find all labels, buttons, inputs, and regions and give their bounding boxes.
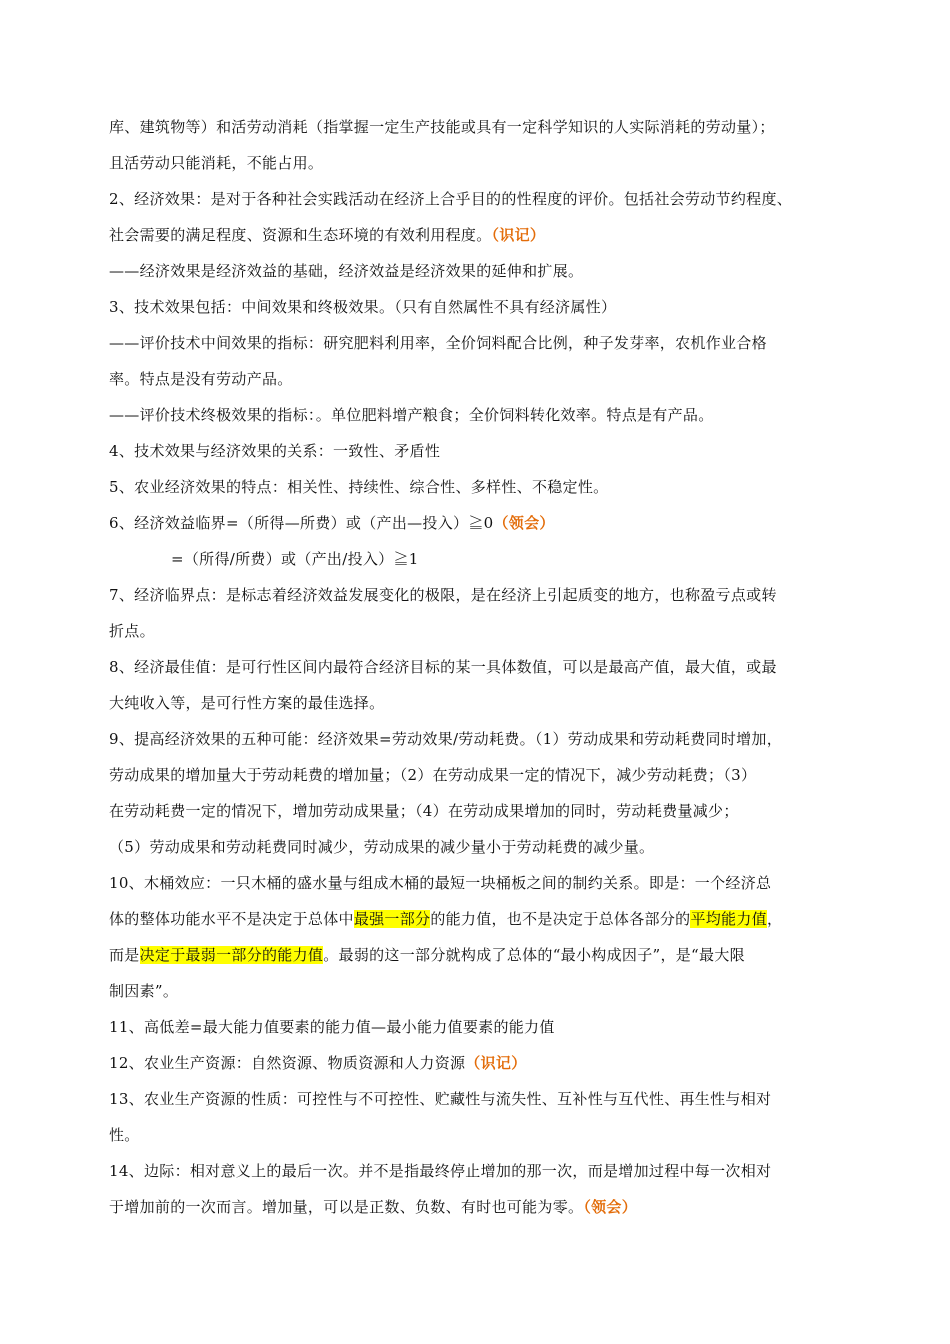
study-note-understand: （领会） [493, 514, 555, 532]
text-line: 7、经济临界点：是标志着经济效益发展变化的极限，是在经济上引起质变的地方，也称盈亏点或转 [109, 586, 777, 604]
text-line: 2、经济效果：是对于各种社会实践活动在经济上合乎目的的性程度的评价。包括社会劳动节约程度、 [109, 190, 793, 208]
text-line: 体的整体功能水平不是决定于总体中最强一部分的能力值，也不是决定于总体各部分的平均能力值， [109, 910, 783, 928]
text-line-formula: =（所得/所费）或（产出/投入）≧1 [171, 550, 419, 568]
text-line: 于增加前的一次而言。增加量，可以是正数、负数、有时也可能为零。（领会） [109, 1198, 638, 1216]
text-line: 13、农业生产资源的性质：可控性与不可控性、贮藏性与流失性、互补性与互代性、再生性与相对 [109, 1090, 772, 1108]
text-line: 3、技术效果包括：中间效果和终极效果。（只有自然属性不具有经济属性） [109, 298, 617, 316]
text-line: 大纯收入等，是可行性方案的最佳选择。 [109, 694, 385, 712]
text-line: ——评价技术中间效果的指标：研究肥料利用率，全价饲料配合比例，种子发芽率，农机作业合格 [109, 334, 767, 352]
text-line: 在劳动耗费一定的情况下，增加劳动成果量；（4）在劳动成果增加的同时，劳动耗费量减少； [109, 802, 739, 820]
text-line: 库、建筑物等）和活劳动消耗（指掌握一定生产技能或具有一定科学知识的人实际消耗的劳动量）； [109, 118, 775, 136]
text-line: 社会需要的满足程度、资源和生态环境的有效利用程度。（识记） [109, 226, 546, 244]
text-line: 8、经济最佳值：是可行性区间内最符合经济目标的某一具体数值，可以是最高产值，最大值，或最 [109, 658, 777, 676]
highlighted-text: 决定于最弱一部分的能力值 [139, 946, 324, 964]
text-line: 制因素”。 [109, 982, 179, 1000]
text-line: 14、边际：相对意义上的最后一次。并不是指最终停止增加的那一次，而是增加过程中每一次相对 [109, 1162, 772, 1180]
highlighted-text: 最强一部分 [353, 910, 431, 928]
text-line: 性。 [109, 1126, 140, 1144]
text-line: 率。特点是没有劳动产品。 [109, 370, 293, 388]
text-line: 12、农业生产资源：自然资源、物质资源和人力资源（识记） [109, 1054, 527, 1072]
text-line: 10、木桶效应：一只木桶的盛水量与组成木桶的最短一块桶板之间的制约关系。即是：一个经济总 [109, 874, 772, 892]
study-note-memorize: （识记） [465, 1054, 527, 1072]
text-line: 且活劳动只能消耗，不能占用。 [109, 154, 324, 172]
text-line: ——经济效果是经济效益的基础，经济效益是经济效果的延伸和扩展。 [109, 262, 584, 280]
document-body [109, 109, 844, 1225]
text-line: 5、农业经济效果的特点：相关性、持续性、综合性、多样性、不稳定性。 [109, 478, 609, 496]
text-line: 11、高低差=最大能力值要素的能力值—最小能力值要素的能力值 [109, 1018, 555, 1036]
highlighted-text: 平均能力值 [690, 910, 767, 928]
text-line: 而是决定于最弱一部分的能力值。最弱的这一部分就构成了总体的“最小构成因子”，是“最大限 [109, 946, 745, 964]
text-line: 折点。 [109, 622, 155, 640]
text-line: （5）劳动成果和劳动耗费同时减少，劳动成果的减少量小于劳动耗费的减少量。 [109, 838, 655, 856]
text-line: ——评价技术终极效果的指标：。单位肥料增产粮食；全价饲料转化效率。特点是有产品。 [109, 406, 714, 424]
study-note-memorize: （识记） [491, 226, 546, 244]
text-line: 9、提高经济效果的五种可能：经济效果=劳动效果/劳动耗费。（1）劳动成果和劳动耗费同时增加， [109, 730, 783, 748]
text-line: 6、经济效益临界=（所得—所费）或（产出—投入）≧0（领会） [109, 514, 555, 532]
text-line: 4、技术效果与经济效果的关系：一致性、矛盾性 [109, 442, 441, 460]
study-note-understand: （领会） [583, 1198, 638, 1216]
text-line: 劳动成果的增加量大于劳动耗费的增加量；（2）在劳动成果一定的情况下，减少劳动耗费；（3） [109, 766, 757, 784]
